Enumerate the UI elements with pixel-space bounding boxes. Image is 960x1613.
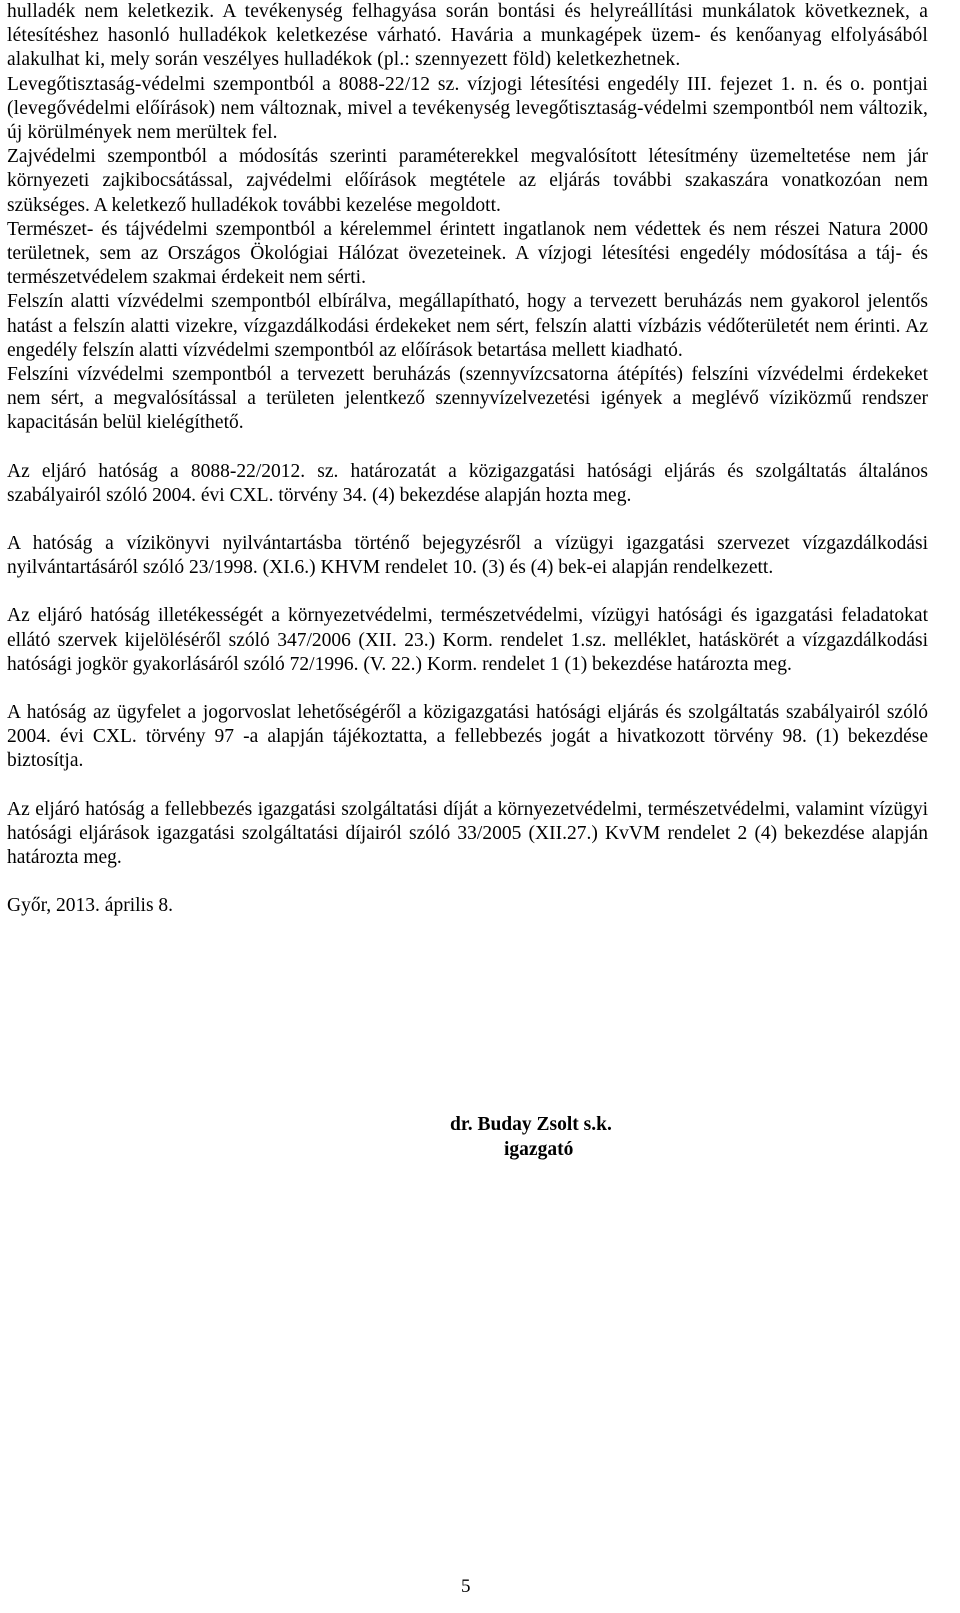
paragraph-nature-protection: Természet- és tájvédelmi szempontból a kérelemmel érintett ingatlanok nem védettek és nem részei Natura 2000 területnek, sem az Országos Ökológiai Hálózat övezeteinek. A vízjogi létesítési engedély módosítása a táj- és természetvédelem szakmai érdekeit nem sérti. <box>7 218 928 289</box>
place-and-date: Győr, 2013. április 8. <box>7 895 174 917</box>
signature-name: dr. Buday Zsolt s.k. <box>450 1114 612 1135</box>
paragraph-legal-remedy: A hatóság az ügyfelet a jogorvoslat lehetőségéről a közigazgatási hatósági eljárás és szolgáltatás szabályairól szóló 2004. évi CXL. törvény 97 -a alapján tájékoztatta, a fellebbezés jogát a hivatkozott törvény 98. (1) bekezdése biztosítja. <box>7 702 928 772</box>
paragraph-water-register: A hatóság a vízikönyvi nyilvántartásba történő bejegyzésről a vízügyi igazgatási szervezet vízgazdálkodási nyilvántartásáról szóló 23/1998. (XI.6.) KHVM rendelet 10. (3) és (4) bek-ei alapján rendelkezett. <box>7 533 928 579</box>
paragraph-noise-protection: Zajvédelmi szempontból a módosítás szerinti paraméterekkel megvalósított létesítmény üzemeltetése nem jár környezeti zajkibocsátással, zajvédelmi előírások megtétele az eljárás további szakaszára vonatkozóan nem szükséges. A keletkező hulladékok további kezelése megoldott. <box>7 146 928 216</box>
paragraph-decision-basis: Az eljáró hatóság a 8088-22/2012. sz. határozatát a közigazgatási hatósági eljárás és szolgáltatás általános szabályairól szóló 2004. évi CXL. törvény 34. (4) bekezdése alapján hozta meg. <box>7 460 928 506</box>
signature-role: igazgató <box>504 1139 574 1160</box>
page-number: 5 <box>461 1576 471 1597</box>
paragraph-air-protection: Levegőtisztaság-védelmi szempontból a 8088-22/12 sz. vízjogi létesítési engedély III. fejezet 1. n. és o. pontjai (levegővédelmi előírások) nem változnak, mivel a tevékenység levegőtisztaság-védelmi szempontból nem változik, új körülmények nem merültek fel. <box>7 73 928 144</box>
paragraph-waste: hulladék nem keletkezik. A tevékenység felhagyása során bontási és helyreállítási munkálatok következnek, a létesítéshez hasonló hulladékok keletkezése várható. Havária a munkagépek üzem- és kenőanyag elfolyásából alakulhat ki, mely során veszélyes hulladékok (pl.: szennyezett föld) keletkezhetnek. <box>7 1 928 71</box>
paragraph-groundwater-protection: Felszín alatti vízvédelmi szempontból elbírálva, megállapítható, hogy a tervezett beruházás nem gyakorol jelentős hatást a felszín alatti vizekre, vízgazdálkodási érdekeket nem sért, felszín alatti vízbázis védőterületét nem érinti. Az engedély felszín alatti vízvédelmi szempontból az előírások betartása mellett kiadható. <box>7 291 928 361</box>
signature-block <box>450 1112 690 1162</box>
paragraph-appeal-fee: Az eljáró hatóság a fellebbezés igazgatási szolgáltatási díját a környezetvédelmi, természetvédelmi, valamint vízügyi hatósági eljárások igazgatási szolgáltatási díjairól szóló 33/2005 (XII.27.) KvVM rendelet 2 (4) bekezdése alapján határozta meg. <box>7 798 928 869</box>
paragraph-jurisdiction: Az eljáró hatóság illetékességét a környezetvédelmi, természetvédelmi, vízügyi hatósági és igazgatási feladatokat ellátó szervek kijelöléséről szóló 347/2006 (XII. 23.) Korm. rendelet 1.sz. melléklet, hatáskörét a vízgazdálkodási hatósági jogkör gyakorlásáról szóló 72/1996. (V. 22.) Korm. rendelet 1 (1) bekezdése határozta meg. <box>7 605 928 675</box>
paragraph-surface-water-protection: Felszíni vízvédelmi szempontból a tervezett beruházás (szennyvízcsatorna átépítés) felszíni vízvédelmi érdekeket nem sért, a megvalósítással a területen jelentkező szennyvízelvezetési igények a meglévő víziközmű rendszer kapacitásán belül kielégíthető. <box>7 364 928 434</box>
document-page <box>7 0 928 919</box>
